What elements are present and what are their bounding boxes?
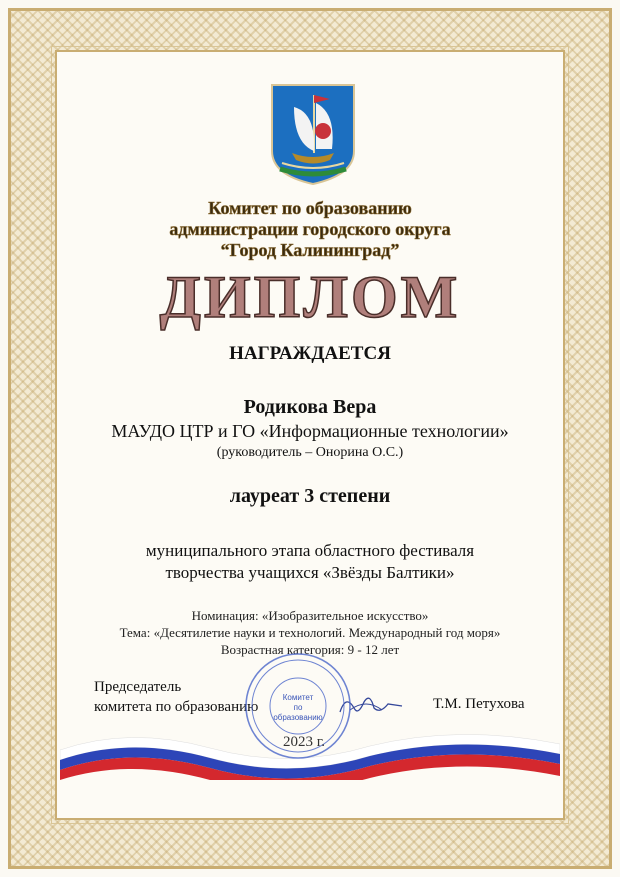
kaliningrad-coat-of-arms-icon bbox=[270, 83, 356, 186]
year: 2023 г. bbox=[283, 734, 325, 750]
chair-title bbox=[94, 677, 258, 717]
supervisor-note: (руководитель – Онорина О.С.) bbox=[216, 445, 404, 460]
age-category: Возрастная категория: 9 - 12 лет bbox=[220, 642, 400, 657]
stamp-line-3: образованию bbox=[273, 713, 323, 722]
committee-line-1: Комитет по образованию bbox=[208, 198, 412, 218]
signer-name: Т.М. Петухова bbox=[433, 696, 525, 712]
diploma-title: ДИПЛОМ bbox=[159, 264, 461, 330]
stamp-line-1: Комитет bbox=[282, 693, 314, 702]
committee-line-2: администрации городского округа bbox=[169, 219, 451, 239]
event-line-1: муниципального этапа областного фестиваля bbox=[145, 541, 475, 560]
committee-line-3: “Город Калининград” bbox=[220, 240, 400, 260]
chair-title-line-1: Председатель bbox=[94, 679, 182, 695]
theme: Тема: «Десятилетие науки и технологий. Международный год моря» bbox=[119, 625, 501, 640]
award-result: лауреат 3 степени bbox=[229, 485, 391, 507]
event-description bbox=[80, 540, 540, 584]
chair-title-line-2: комитета по образованию bbox=[94, 699, 259, 715]
event-line-2: творчества учащихся «Звёзды Балтики» bbox=[165, 563, 455, 582]
committee-header bbox=[120, 198, 500, 261]
stamp-line-2: по bbox=[293, 703, 303, 712]
award-heading: НАГРАЖДАЕТСЯ bbox=[229, 343, 391, 364]
nomination: Номинация: «Изобразительное искусство» bbox=[191, 608, 429, 623]
recipient-organization: МАУДО ЦТР и ГО «Информационные технологии» bbox=[111, 421, 509, 441]
recipient-name: Родикова Вера bbox=[243, 396, 377, 418]
